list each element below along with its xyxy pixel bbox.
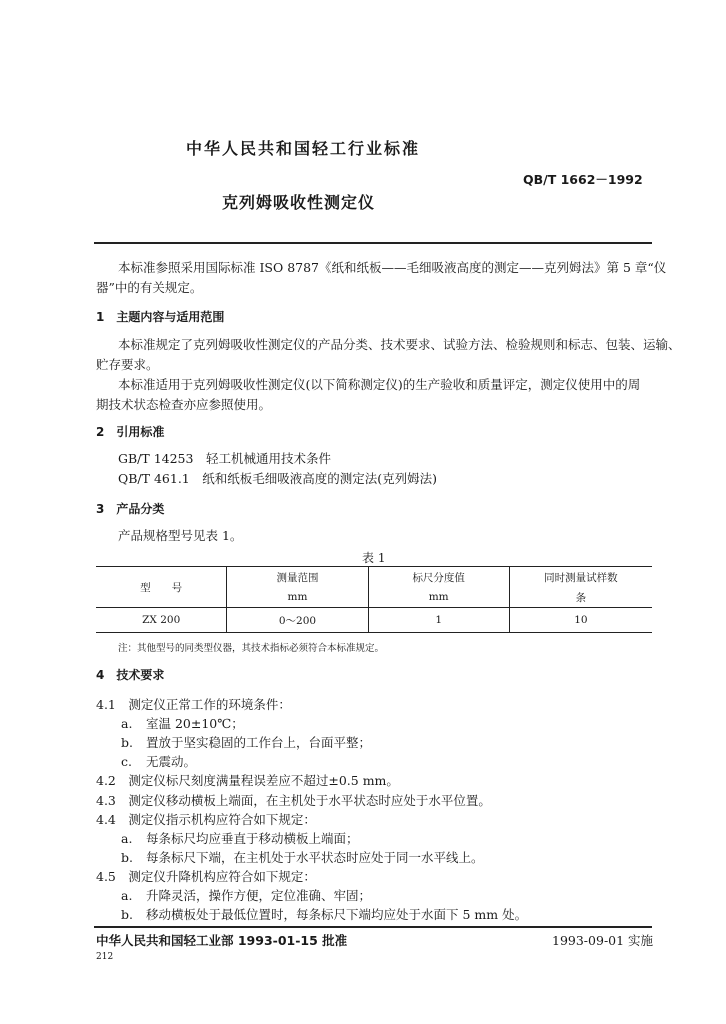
page-number: 212 (96, 952, 114, 962)
clause-4-2: 4.2 测定仪标尺刻度满量程误差应不超过±0.5 mm。 (96, 773, 399, 788)
implementation-date: 1993-09-01 实施 (552, 933, 654, 948)
clause-4-1-a: 室温 20±10℃； (146, 716, 244, 731)
clause-4-1-b: 置放于坚实稳固的工作台上，台面平整； (146, 735, 372, 750)
clause-4-1-a-label: a. (121, 716, 133, 731)
clause-4-4: 4.4 测定仪指示机构应符合如下规定： (96, 812, 316, 827)
section1-p1-line2: 贮存要求。 (96, 357, 159, 372)
table-header-samples: 同时测量试样数 (509, 567, 652, 587)
clause-4-5-a-label: a. (121, 888, 133, 903)
table-header-division: 标尺分度值 (368, 567, 509, 587)
table-header-row-1 (96, 567, 652, 587)
table-note: 注：其他型号的同类型仪器，其技术指标必须符合本标准规定。 (118, 643, 385, 654)
clause-4-5: 4.5 测定仪升降机构应符合如下规定： (96, 869, 316, 884)
doc-title: 克列姆吸收性测定仪 (222, 193, 376, 212)
footer-rule (94, 926, 652, 928)
intro-line1: 本标准参照采用国际标准 ISO 8787《纸和纸板——毛细吸液高度的测定——克列姆法》第 5 章“仪 (118, 260, 667, 275)
clause-4-1-c-label: c. (121, 754, 132, 769)
table-cell-model: ZX 200 (142, 614, 181, 626)
table-header-division-unit: mm (368, 587, 509, 608)
table-header-range: 测量范围 (227, 567, 368, 587)
reference-qbt461: QB/T 461.1 纸和纸板毛细吸液高度的测定法(克列姆法) (118, 471, 437, 486)
clause-4-1: 4.1 测定仪正常工作的环境条件： (96, 697, 291, 712)
section1-heading: 1 主题内容与适用范围 (96, 310, 225, 324)
table-cell-range: 0～200 (227, 608, 368, 633)
table-cell-samples: 10 (509, 608, 652, 633)
table-cell-division: 1 (368, 608, 509, 633)
table-row (96, 608, 652, 633)
section1-p1-line1: 本标准规定了克列姆吸收性测定仪的产品分类、技术要求、试验方法、检验规则和标志、包装、运输、 (118, 337, 681, 352)
intro-line2: 器”中的有关规定。 (96, 280, 203, 295)
product-spec-table (96, 566, 652, 633)
clause-4-5-a: 升降灵活，操作方便，定位准确、牢固； (146, 888, 372, 903)
section3-text: 产品规格型号见表 1。 (118, 528, 243, 543)
section4-heading: 4 技术要求 (96, 668, 165, 682)
section1-p2-line2: 期技术状态检查亦应参照使用。 (96, 397, 272, 412)
standard-code: QB/T 1662－1992 (523, 172, 643, 187)
table-caption: 表 1 (362, 551, 386, 565)
section2-heading: 2 引用标准 (96, 425, 165, 439)
reference-gbt14253: GB/T 14253 轻工机械通用技术条件 (118, 451, 331, 466)
clause-4-4-b: 每条标尺下端，在主机处于水平状态时应处于同一水平线上。 (146, 850, 484, 865)
clause-4-5-b: 移动横板处于最低位置时，每条标尺下端均应处于水面下 5 mm 处。 (146, 907, 528, 922)
section1-p2-line1: 本标准适用于克列姆吸收性测定仪(以下简称测定仪)的生产验收和质量评定，测定仪使用中的周 (118, 377, 641, 392)
table-header-samples-unit: 条 (509, 587, 652, 608)
clause-4-5-b-label: b. (121, 907, 133, 922)
clause-4-1-b-label: b. (121, 735, 133, 750)
section3-heading: 3 产品分类 (96, 502, 165, 516)
approval-date: 中华人民共和国轻工业部 1993-01-15 批准 (96, 933, 348, 948)
clause-4-3: 4.3 测定仪移动横板上端面，在主机处于水平状态时应处于水平位置。 (96, 793, 491, 808)
clause-4-4-a-label: a. (121, 831, 133, 846)
clause-4-4-b-label: b. (121, 850, 133, 865)
org-title: 中华人民共和国轻工行业标准 (186, 139, 421, 158)
table-header-range-unit: mm (227, 587, 368, 608)
header-rule (94, 242, 652, 244)
clause-4-4-a: 每条标尺均应垂直于移动横板上端面； (146, 831, 359, 846)
table-header-model: 型 号 (140, 581, 183, 594)
clause-4-1-c: 无震动。 (146, 754, 197, 769)
